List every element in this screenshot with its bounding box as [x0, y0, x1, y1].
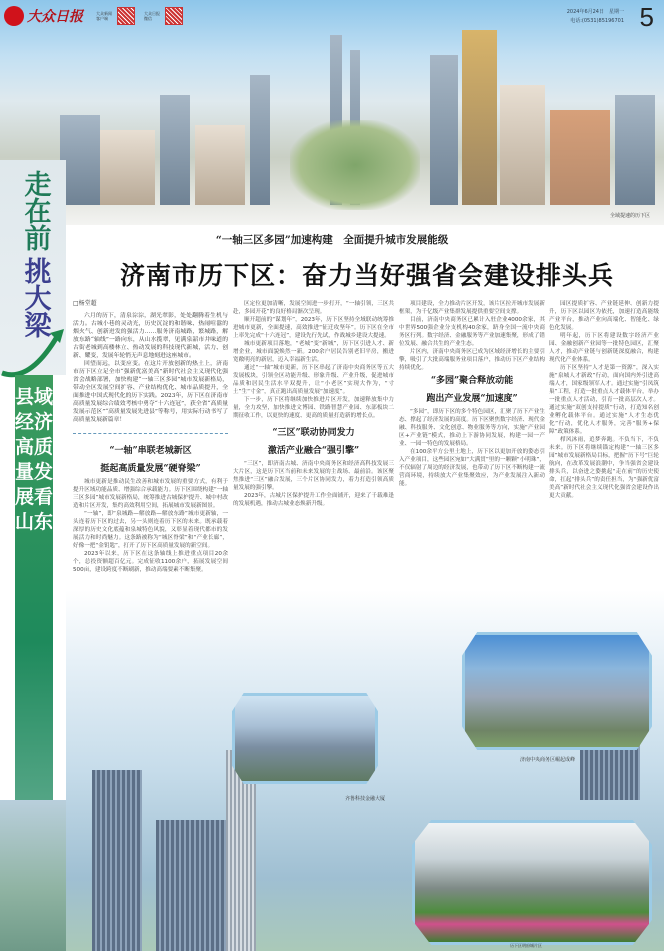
qr-code-icon: [117, 7, 135, 25]
paragraph: 明年起，历下区将建设数字经济产业园、金融创新产业园等一批特色园区，汇聚人才，推动产业链与创新链深度融合，构建现代化产业体系。: [549, 333, 659, 363]
paragraph: 顺开超前的“谋划年”，2023年，历下区坚持全域联动统筹推进城市更新，全面提速，高效推进“征迁攻坚年”。历下区在全市上率先完成“十六连冠”，建设先行先试，作战城乡建设大提速。: [233, 317, 394, 339]
byline: □杨堂超: [73, 300, 97, 307]
column-3: [399, 300, 545, 488]
photo-cbd: [462, 632, 652, 750]
logo-icon: [4, 6, 24, 26]
building: [550, 110, 610, 205]
paragraph: 区定位更加清晰，发展空间进一步打开，“一轴引领，三区共赴，多园开花”的良好格局渐次呈现。: [233, 301, 394, 315]
photo-caption: 济南中央商务区崛起成峰: [520, 757, 576, 763]
qr-code-icon: [165, 7, 183, 25]
section-heading: 跑出产业发展“加速度”: [426, 394, 518, 404]
slogan-2: 挑大梁: [19, 257, 51, 338]
paragraph: 项目建设，全力推动片区开发，该片区拉开城市发展新框架，为千亿级产业集群发展提供重要空间支撑。: [399, 301, 545, 315]
section-heading: 挺起高质量发展“硬脊梁”: [100, 464, 201, 474]
paragraph: 园区提质扩容、产业链延伸、创新力提升，历下区以园区为依托，加速打造高能级产业平台，推动产业向高端化、智能化、绿色化发展。: [549, 301, 659, 331]
qr1-label: 大众新闻客户端: [96, 11, 112, 21]
building: [462, 30, 497, 205]
photo-caption: 全域提速的历下区: [609, 213, 650, 219]
tower: [92, 770, 142, 951]
paragraph: 目前，济南中央商务区已累计入驻企业4000余家，其中世界500强企业分支机构40余家，跻身全国一流中央商务区行列。数字经济、金融服务等产业加速集聚，形成了错位发展、融合共生的产业生态。: [399, 317, 545, 347]
section-heading: “一轴”串联老城新区: [109, 446, 192, 456]
photo-caption: 齐鲁科技金融大厦: [345, 796, 386, 802]
paragraph: 城市更新项目落地，“老城”变“新城”，历下区引进人才、新增企业，城市面貌焕然一新。200余户居民告别老旧平房，搬进宽敞明亮的新居，迈入幸福新生活。: [233, 341, 394, 363]
column-4: [549, 300, 659, 500]
paragraph: 栉风沐雨，追梦奔跑。不负当下，不负未来。历下区将继续锚定构建“一轴三区多园”城市发展新格局目标，把握“历下号”巨轮航向，在改革发展浪潮中，争当强省会建设排头兵，以奋进之姿挑起“走在前”的历史使命，扛起“排头兵”的责任担当，为“强新优富美高”新时代社会主义现代化强省会建设作出更大贡献。: [549, 437, 659, 499]
photo-old-town: [412, 820, 652, 945]
article-subtitle: “一轴三区多园”加速构建 全面提升城市发展能级: [215, 234, 449, 246]
side-banner: [0, 160, 66, 951]
section-heading: “三区”联动协同发力: [272, 428, 355, 438]
logo-text: 大众日报: [27, 9, 83, 25]
column-2: [233, 300, 394, 508]
banner-bottom-photo: [0, 800, 66, 951]
building: [250, 75, 270, 205]
slogan-1: 走在前: [19, 170, 51, 251]
page-number: 5: [639, 2, 654, 32]
masthead: [0, 0, 664, 34]
series-title: 县域经济高质量发展看山东: [15, 386, 54, 533]
issue-info: [567, 8, 624, 26]
photo-tech-finance-building: [232, 693, 378, 784]
slogan-block: [15, 170, 55, 338]
issue-phone: 电话:(0531)85196701: [570, 18, 624, 24]
paragraph: 城市更新是推动民生改善和城市发展的重要方式，有利于提升区域功能品质、增强综合承载能力。历下区围绕构建“一轴三区多园”城市发展新格局，统筹推进古城保护提升、城中村改造和片区开发，集约高效利用空间，拓展城市发展新图景。: [73, 479, 228, 509]
building: [100, 130, 155, 205]
intro-paragraph: 回望而远，以变应变。在这片开放创新的热土上，济南市历下区立足全市“强新优富美高”新时代社会主义现代化强省会战略部署，加快构建“一轴三区多园”城市发展新格局，带动全区发展空间扩容、产业结构优化、城市品质提升，全面推进中国式现代化的历下实践。2023年，历下区在济南市高质量发展综合绩效考核中勇夺“十六连冠”，获全省“高质量发展示范区”“高质量发展先进县”等称号，用实际行动书写了高质量发展新篇章！: [73, 361, 228, 423]
paragraph: 2023年以来，历下区在这条轴线上推进重点项目20余个，总投资额超百亿元。完成征收1100余户，拓展发展空间500亩，建设跨度不断刷新，推动高端要素不断集聚。: [73, 551, 228, 573]
tower: [156, 820, 231, 951]
paragraph: 片区内，济南中央商务区已成为区域经济增长的主要引擎，吸引了大批高端服务业项目落户，推动历下区产业结构持续优化。: [399, 349, 545, 371]
paragraph: “多园”，即历下区的多个特色园区，汇聚了历下产业生态、撑起了经济发展的高度。历下区聚焦数字经济、现代金融、科技服务、文化创意、物业服务等方向，实施“产业园区+产业链”模式，推动上下游协同发展，构建一园一产业、一园一特色的发展格局。: [399, 409, 545, 447]
paragraph: “一轴”，即“泉城路—解放路—解放东路”城市更新轴，一头连着历下区的过去，另一头则连着历下区的未来。既承载着深厚的历史文化底蕴和泉城特色风貌，又彰显着现代都市的发展活力和时尚魅力。这条路被称为“城区脊梁”和“产业长廊”，好像一把“金钥匙”，打开了历下区高质量发展的新空间。: [73, 511, 228, 549]
photo-caption: 历下区明府城片区: [510, 943, 542, 948]
divider: [73, 430, 228, 434]
paragraph: “三区”，即济南古城、济南中央商务区和经济高科技发展三大片区，这是历下区当前和未来发展的主战场、最前沿。该区聚焦推进“三区”融合发展，三个片区协同发力，着力打造引领高质量发展的强引擎。: [233, 461, 394, 491]
paragraph: 2023年，古城片区保护提升工作全面铺开，迎来了千载难逢的发展机遇，推动古城业态焕新升级。: [233, 493, 394, 507]
building: [160, 95, 190, 205]
paragraph: 在100余平方公里土地上，历下区以更加开放的姿态引入产业项目，这些园区宛如“大满贯”里的一颗颗“小明珠”，不仅辐射了周边的经济发展，也带动了历下区不断构建一流营商环境，持续放大产业集聚效应，为产业发展注入新动能。: [399, 449, 545, 487]
building: [500, 85, 545, 205]
paragraph: 历下区坚持“人才是第一资源”，深入实施“泉城人才新政”行动，面向国内外引进高端人才，国家级领军人才。通过实施“引凤筑巢”工程，打造一批重点人才载体平台，举办一批重点人才活动，引育一批高层次人才。通过实施“双创支持提质”行动，打造知名创业孵化载体平台。通过实施“人才生态优化”行动，优化人才服务，完善“服务+保障”政策体系。: [549, 365, 659, 435]
park-greenery: [290, 120, 420, 210]
section-heading: “多园”聚合释放动能: [430, 376, 514, 386]
building: [615, 95, 655, 205]
paragraph: 通过“一轴”城市更新，历下区串起了济南中央商务区等五大发展板块，引领全区功能升级、形象升级、产业升级，促进城市品质和居民生活水平双提升，让“小老区”实现大作为，“寸土”生“寸金”，真正跑出高质量发展“加速度”。: [233, 365, 394, 395]
building: [195, 125, 245, 205]
paragraph: 下一步，历下区将继续加快推进片区开发，加速释放集中力量，全力攻坚，加快推进文博园、铁路智慧产业园、东部板块二期征收工作，以更快的速度、更高的质量打造新的增长点。: [233, 397, 394, 419]
qr2-label: 大众日报微信: [144, 11, 160, 21]
section-heading: 激活产业融合“强引擎”: [267, 446, 360, 456]
column-1: [73, 300, 228, 574]
intro-paragraph: 六月的历下，清泉淙淙，湖光翠影，处处翻腾着生机与活力。古城小巷的灵动光，历史沉淀的和谐味、热闹喧嚣的烟火气、创新迸发的强活力……服务济南城路，繁城路，解放东路“轴线”一路向东，从山水揽翠，见满泉韶市井味道的古街老城到高楼林立、热动发展的科技现代新城，活力、创新、耀变，发展年轮悄无声息地刻进这座城市。: [73, 313, 228, 359]
newspaper-logo: [4, 6, 183, 26]
issue-date: 2024年6月24日 星期一: [566, 9, 624, 15]
building: [430, 55, 458, 205]
article-title: 济南市历下区：奋力当好强省会建设排头兵: [119, 261, 614, 290]
building: [60, 115, 100, 205]
